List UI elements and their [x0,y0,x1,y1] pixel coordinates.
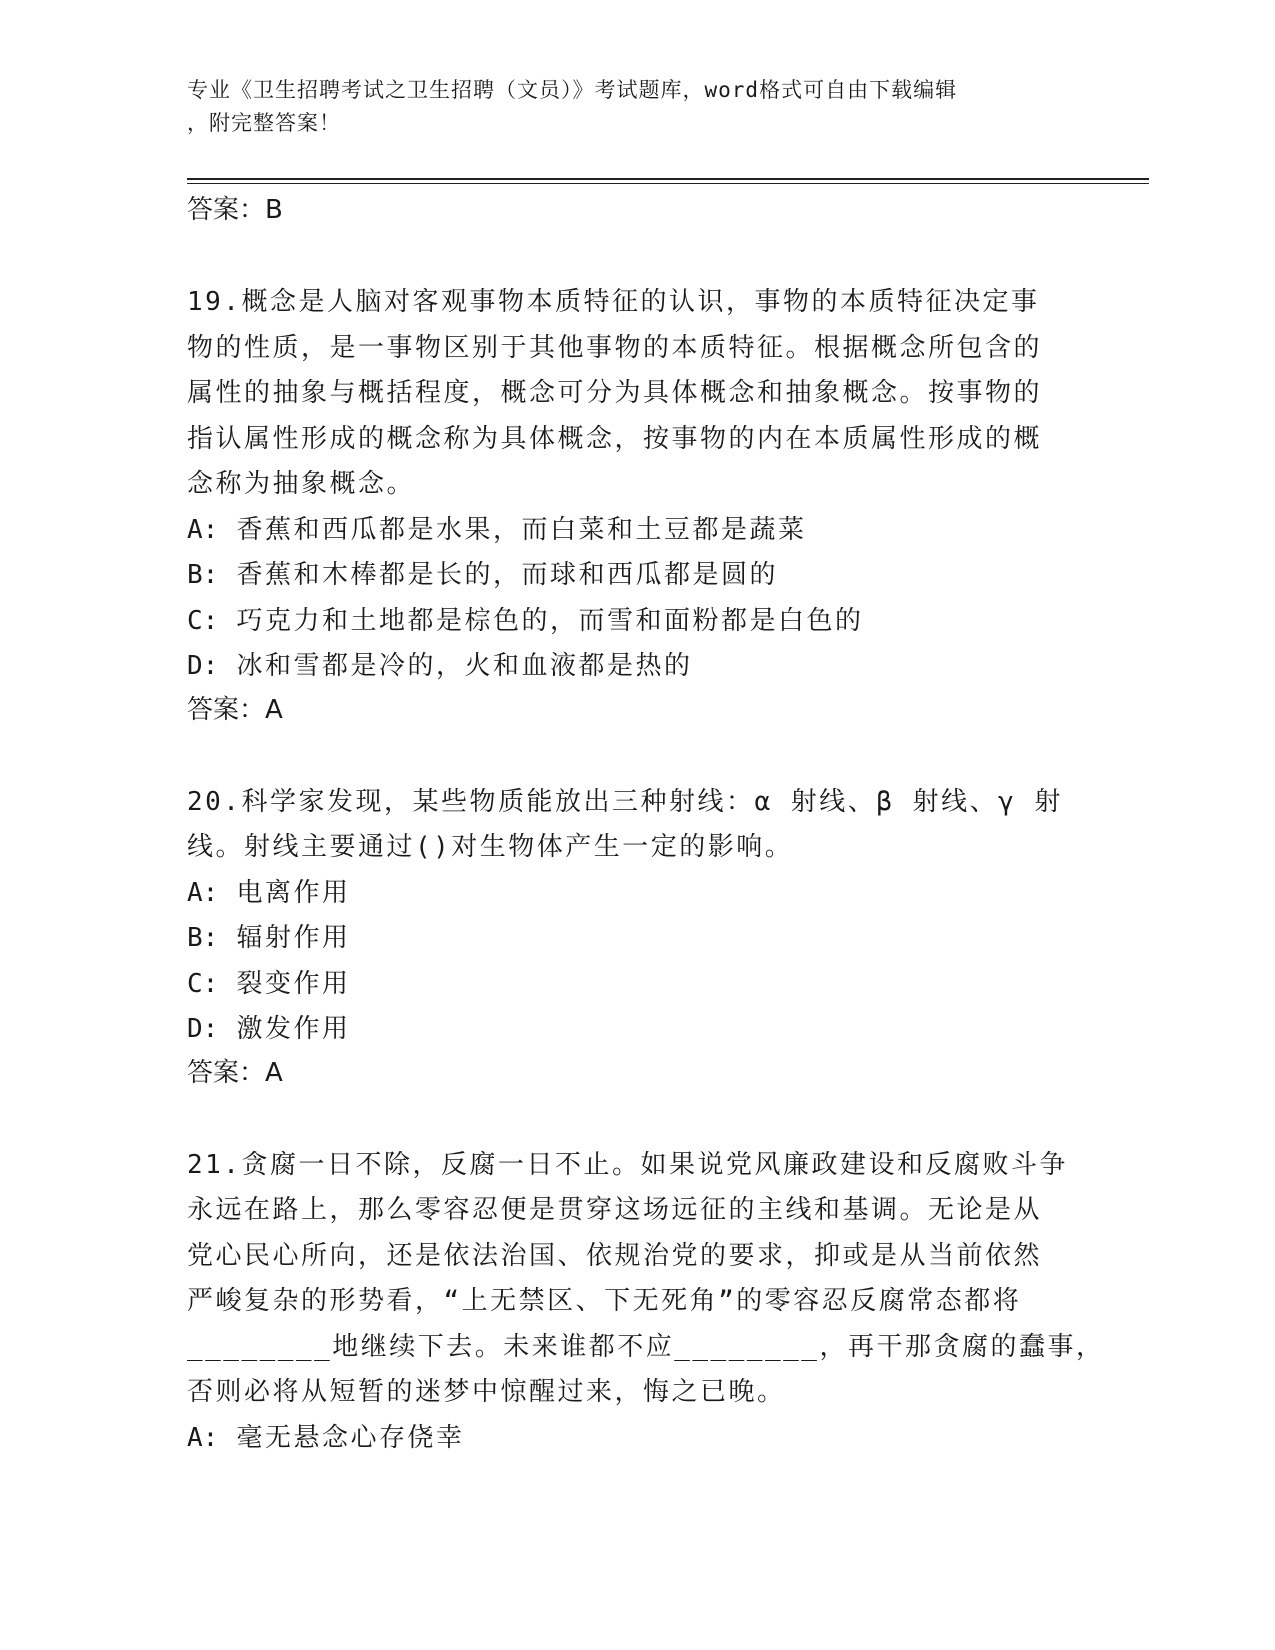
question-20-option-c: C: 裂变作用 [187,968,351,999]
question-19-stem [187,280,1067,508]
question-19-number: 19. [187,287,242,317]
question-21 [187,1143,1105,1462]
answer-20: 答案：A [187,1057,283,1088]
question-content [187,190,1105,1461]
question-20-option-a: A: 电离作用 [187,877,351,908]
question-19-text: 概念是人脑对客观事物本质特征的认识，事物的本质特征决定事物的性质，是一事物区别于其他事物的本质特征。根据概念所包含的属性的抽象与概括程度，概念可分为具体概念和抽象概念。按事物的指认属性形成的概念称为具体概念，按事物的内在本质属性形成的概念称为抽象概念。 [187,287,1043,499]
question-19-option-b: B: 香蕉和木棒都是长的，而球和西瓜都是圆的 [187,560,778,590]
question-19-option-c: C: 巧克力和土地都是棕色的，而雪和面粉都是白色的 [187,605,864,636]
question-20 [187,780,1067,1098]
question-19-option-d: D: 冰和雪都是冷的，火和血液都是热的 [187,651,693,681]
question-20-stem [187,780,1067,871]
question-21-stem: 21.贪腐一日不除，反腐一日不止。如果说党风廉政建设和反腐败斗争 永远在路上，那么零容忍便是贯穿这场远征的主线和基调。无论是从 党心民心所向，还是依法治国、依规治党的要求，抑或是从当前依然 严峻复杂的形势看，“上无禁区、下无死角”的零容忍反腐常态都将 ________地继续下去。未来谁都不应________，再干那贪腐的蠢事， 否则必将从短暂的迷梦中惊醒过来，悔之已晚。 [187,1149,1105,1407]
question-21-option-a: A: 毫无悬念心存侥幸 [187,1422,465,1453]
answer-18: 答案：B [187,195,283,225]
question-20-option-b: B: 辐射作用 [187,923,351,953]
header-rule-thick [187,178,1149,180]
question-20-number: 20. [187,786,242,817]
answer-19: 答案：A [187,694,283,725]
question-20-option-d: D: 激发作用 [187,1014,351,1044]
question-21-number: 21. [187,1149,242,1180]
page-header [187,74,1067,140]
question-19 [187,280,1067,735]
question-19-option-a: A: 香蕉和西瓜都是水果，而白菜和土豆都是蔬菜 [187,514,807,545]
header-line-1: 专业《卫生招聘考试之卫生招聘（文员）》考试题库，word格式可自由下载编辑 [187,78,958,102]
header-rule-thin [187,183,1149,184]
question-20-text: 科学家发现，某些物质能放出三种射线：α 射线、β 射线、γ 射线。射线主要通过()对生物体产生一定的影响。 [187,786,1063,862]
header-line-2: ，附完整答案！ [187,111,341,135]
